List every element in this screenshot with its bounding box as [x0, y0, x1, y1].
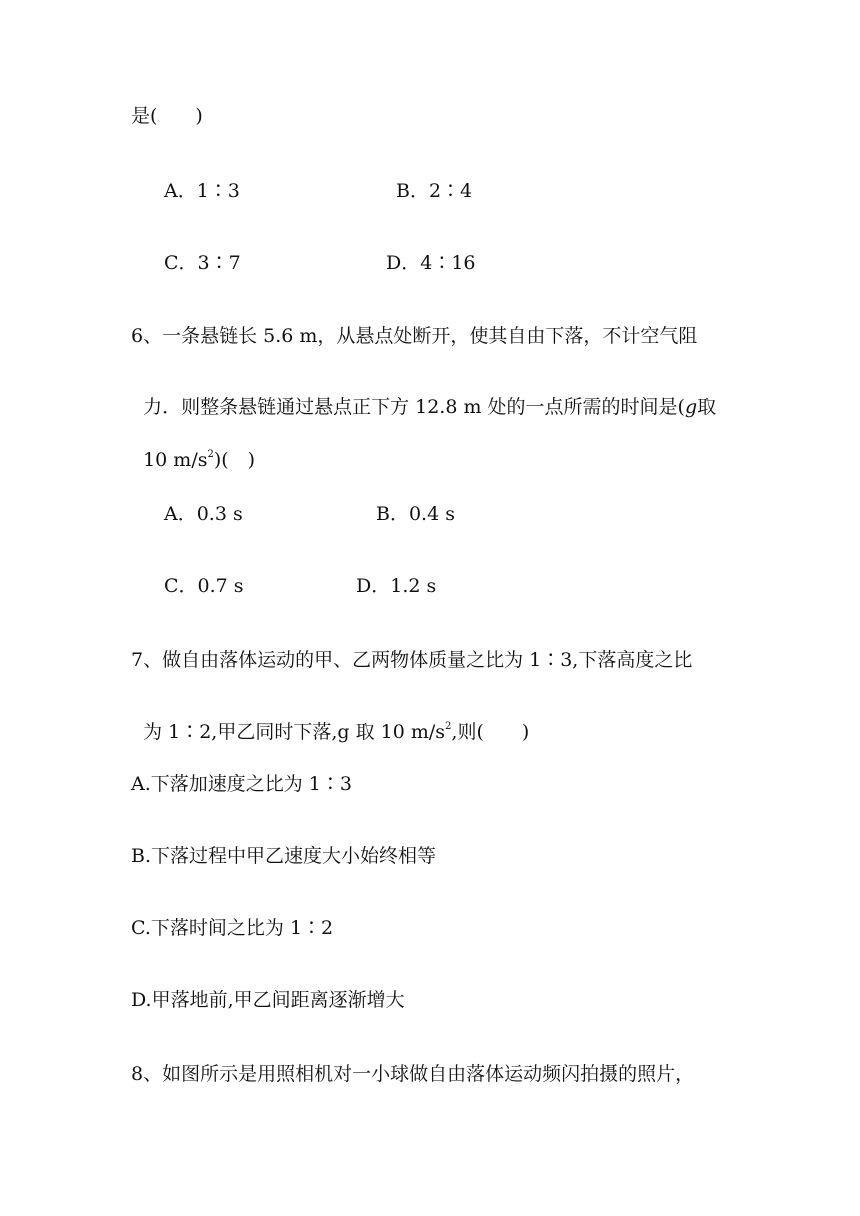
q6-option-c: C．0.7 s — [164, 575, 244, 597]
q7-stem-line2-end: ,则( ) — [451, 721, 530, 743]
q5-option-a: A．1∶3 — [164, 180, 240, 202]
q8-stem-line1: 8、如图所示是用照相机对一小球做自由落体运动频闪拍摄的照片， — [131, 1063, 695, 1085]
q6-stem-line1: 6、一条悬链长 5.6 m，从悬点处断开，使其自由下落，不计空气阻 — [131, 325, 698, 347]
q6-option-d: D．1.2 s — [356, 575, 437, 597]
q7-stem-line1: 7、做自由落体运动的甲、乙两物体质量之比为 1∶3,下落高度之比 — [131, 649, 693, 671]
q5-option-d: D．4∶16 — [386, 252, 476, 274]
q7-option-c: C.下落时间之比为 1∶2 — [131, 917, 334, 939]
q6-stem-line3-text: 10 m/s — [143, 449, 208, 471]
q5-option-b: B．2∶4 — [396, 180, 473, 202]
q7-exponent: 2 — [445, 721, 452, 732]
q5-option-c: C．3∶7 — [164, 252, 241, 274]
q7-option-d: D.甲落地前,甲乙间距离逐渐增大 — [131, 989, 405, 1011]
q7-option-a: A.下落加速度之比为 1∶3 — [131, 773, 352, 795]
q6-stem-line2-text: 力．则整条悬链通过悬点正下方 12.8 m 处的一点所需的时间是( — [143, 396, 685, 418]
q6-stem-g-symbol: g — [684, 396, 698, 418]
q6-stem-line3 — [131, 431, 255, 470]
q6-option-a: A．0.3 s — [164, 503, 243, 525]
q6-stem-line2 — [131, 379, 716, 417]
q6-exponent: 2 — [207, 449, 214, 460]
q7-option-b: B.下落过程中甲乙速度大小始终相等 — [131, 845, 437, 867]
question-stem-tail: 是( ) — [131, 105, 203, 127]
q6-option-b: B．0.4 s — [376, 503, 455, 525]
q6-stem-line2-end: 取 — [697, 396, 717, 418]
q6-stem-line3-end: )( ) — [213, 449, 256, 471]
q7-stem-line2 — [131, 703, 529, 742]
q7-stem-line2-text: 为 1∶2,甲乙同时下落,g 取 10 m/s — [143, 721, 446, 743]
